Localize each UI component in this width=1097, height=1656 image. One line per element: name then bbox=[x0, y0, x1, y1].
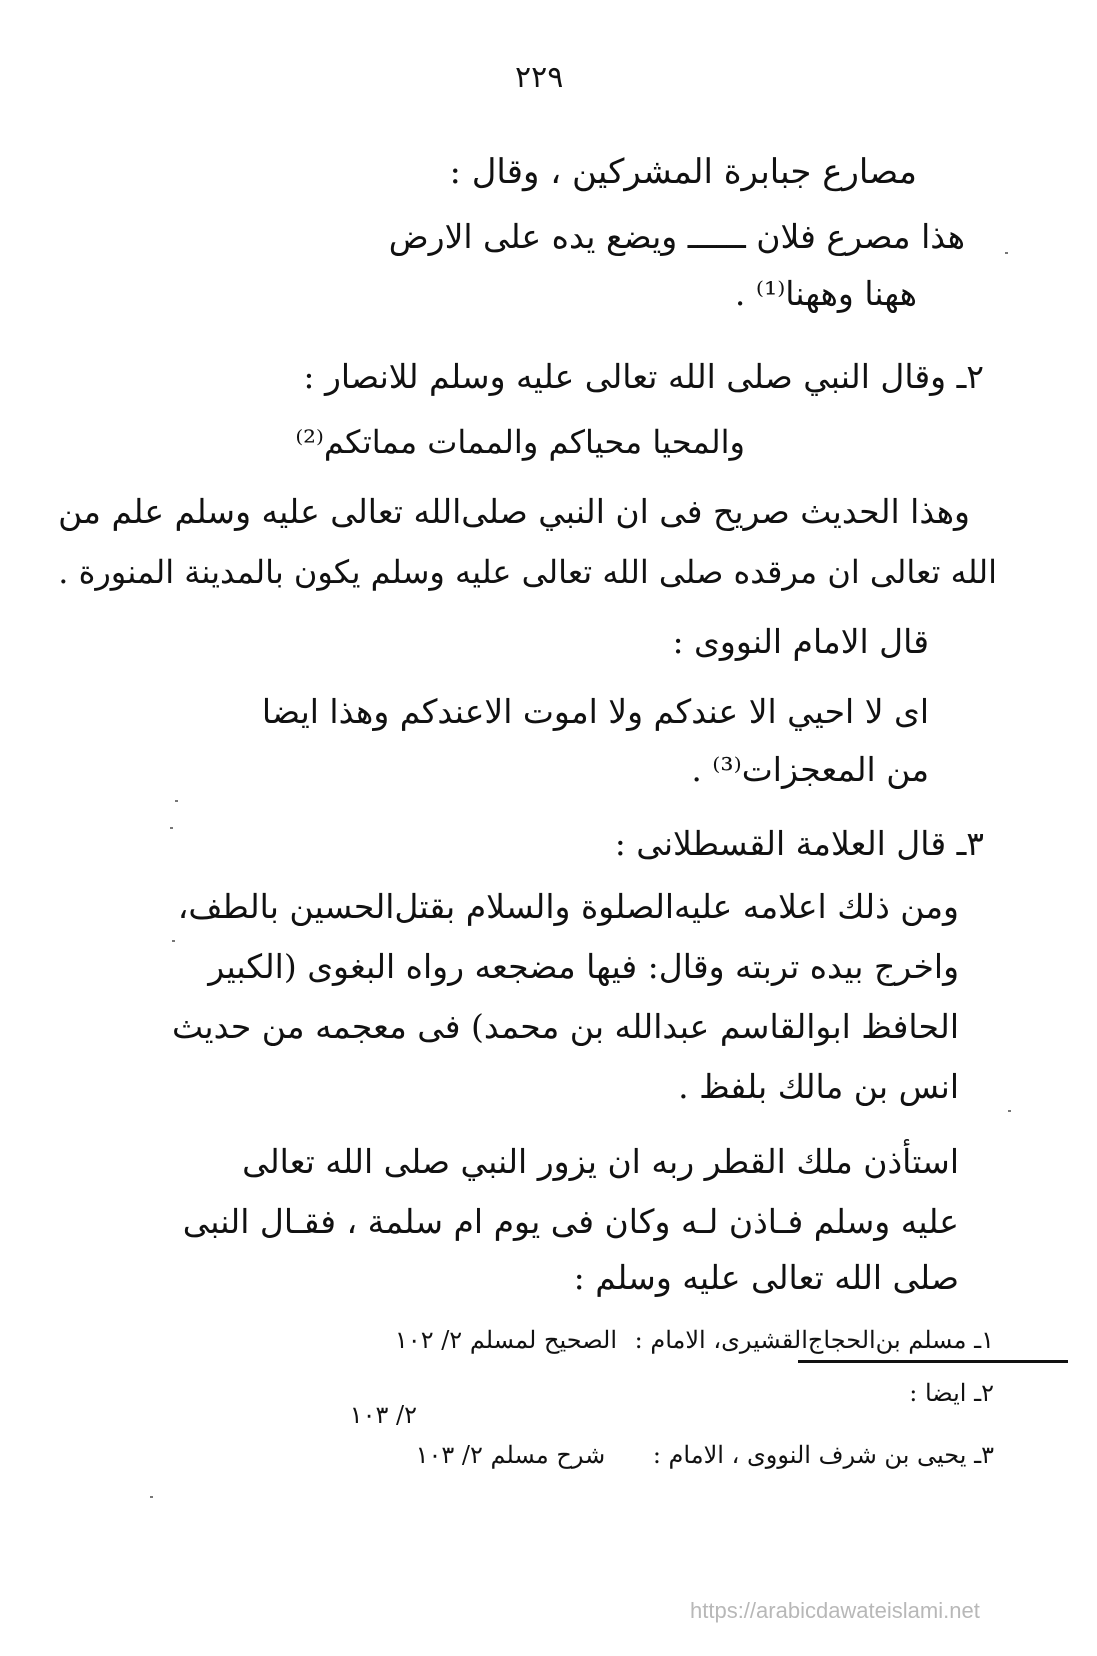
body-line: مصارع جبابرة المشركين ، وقال : bbox=[449, 152, 917, 192]
footnote-marker: ٣ـ bbox=[974, 1441, 994, 1469]
footnote-author: مسلم بن‌الحجاج‌القشيرى، الامام : bbox=[634, 1326, 967, 1354]
footnote bbox=[294, 1440, 994, 1470]
body-line: الحافظ ابوالقاسم عبدالله بن محمد) فى معجمه من حديث bbox=[171, 1007, 959, 1046]
footnote-separator bbox=[798, 1360, 1068, 1363]
footnote bbox=[294, 1325, 994, 1355]
body-line: صلى الله تعالى عليه وسلم : bbox=[573, 1258, 959, 1297]
body-line: وهذا الحديث صريح فى ان النبي صلى‌الله تعالى عليه وسلم علم من bbox=[58, 492, 970, 531]
scan-speck bbox=[1005, 252, 1008, 254]
body-line: عليه وسلم فـاذن لـه وكان فى يوم ام سلمة ، فقـال النبى bbox=[182, 1202, 959, 1241]
footnote-author: يحيى بن شرف النووى ، الامام : bbox=[652, 1441, 967, 1469]
body-line: ومن ذلك اعلامه عليه‌الصلوة والسلام بقتل‌الحسين بالطف، bbox=[177, 887, 959, 926]
body-line: ههنا وههنا⁽¹⁾ . bbox=[734, 274, 917, 313]
footnote-author: ايضا : bbox=[909, 1379, 967, 1407]
body-line: واخرج بيده تربته وقال: فيها مضجعه رواه البغوى (الكبير bbox=[208, 947, 959, 986]
body-line: انس بن مالك بلفظ . bbox=[678, 1067, 959, 1106]
footnote-marker: ٢ـ bbox=[974, 1379, 994, 1407]
scan-speck bbox=[1008, 1110, 1011, 1112]
footnote-marker: ١ـ bbox=[974, 1326, 994, 1354]
body-line: هذا مصرع فلان ــــــ ويضع يده على الارض bbox=[388, 217, 965, 256]
scan-speck bbox=[170, 827, 173, 829]
watermark: https://arabicdawateislami.net bbox=[690, 1598, 980, 1623]
body-line: اى لا احيي الا عندكم ولا اموت الاعندكم وهذا ايضا bbox=[261, 692, 929, 731]
footnote-book: شرح مسلم ٢/ ١٠٣ bbox=[415, 1441, 606, 1469]
body-line: ٣ـ قال العلامة القسطلانى : bbox=[614, 824, 984, 863]
footnote-book: الصحيح لمسلم ٢/ ١٠٢ bbox=[394, 1326, 617, 1354]
body-line: والمحيا محياكم والممات مماتكم⁽²⁾ bbox=[295, 423, 745, 461]
body-line: قال الامام النووى : bbox=[672, 622, 929, 661]
body-line: استأذن ملك القطر ربه ان يزور النبي صلى الله تعالى bbox=[242, 1142, 959, 1181]
scan-speck bbox=[175, 800, 178, 802]
scan-speck bbox=[150, 1496, 153, 1498]
footnote-reference: ٢/ ١٠٣ bbox=[349, 1401, 417, 1429]
body-line: من المعجزات⁽³⁾ . bbox=[691, 750, 929, 789]
body-line: ٢ـ وقال النبي صلى الله تعالى عليه وسلم للانصار : bbox=[303, 357, 984, 396]
page-number: ٢٢٩ bbox=[515, 60, 564, 95]
body-line: الله تعالى ان مرقده صلى الله تعالى عليه وسلم يكون بالمدينة المنورة . bbox=[58, 553, 997, 591]
scan-speck bbox=[172, 940, 175, 942]
